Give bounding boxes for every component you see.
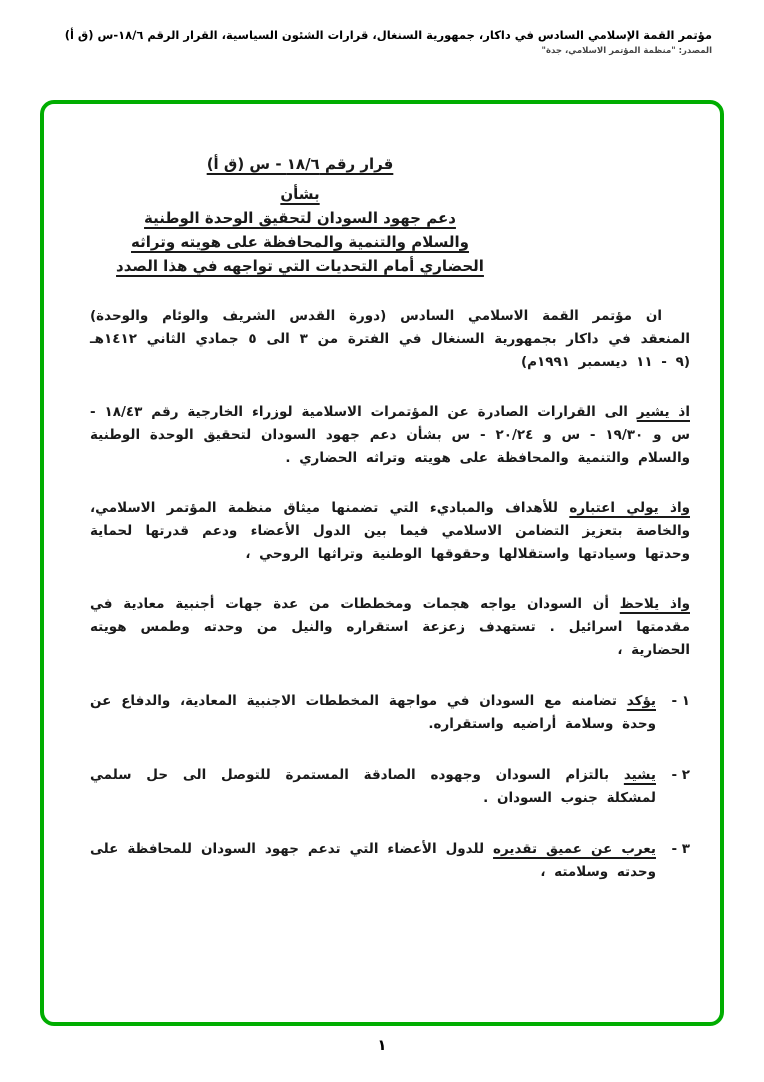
resolution-title-line: والسلام والتنمية والمحافظة على هويته وتراثه [131, 233, 469, 251]
item-number: ٢ - [671, 767, 690, 783]
operative-items-list [90, 690, 690, 884]
resolution-title-line: الحضاري أمام التحديات التي تواجهه في هذا الصدد [116, 257, 484, 275]
operative-item: ١ - يؤكد تضامنه مع السودان في مواجهة المخططات الاجنبية المعادية، والدفاع عن وحدة وسلامة أراضيه واستقراره. [90, 690, 690, 736]
header-citation-line: مؤتمر القمة الإسلامي السادس في داكار، جمهورية السنغال، قرارات الشئون السياسية، القرار الرقم ١٨/٦-س (ق أ) [64, 28, 712, 42]
preamble-paragraph: واذ يولي اعتباره للأهداف والمباديء التي تضمنها ميثاق منظمة المؤتمر الاسلامي، والخاصة بتعزيز التضامن الاسلامي فيما بين الدول الأعضاء ودعم قدرتها لحماية وحدتها وسيادتها واستقلالها وحقوقها الوطنية وتراثها الروحي ، [90, 500, 690, 562]
operative-item: ٢ - يشيد بالتزام السودان وجهوده الصادقة المستمرة للتوصل الى حل سلمي لمشكلة جنوب السودان . [90, 764, 690, 810]
preamble-paragraph: ان مؤتمر القمة الاسلامي السادس (دورة القدس الشريف والوئام والوحدة) المنعقد في داكار بجمهورية السنغال في الفترة من ٣ الى ٥ جمادي الثاني ١٤١٢هـ (٩ - ١١ ديسمبر ١٩٩١م) [90, 308, 690, 370]
item-number: ٣ - [671, 841, 690, 857]
resolution-document [90, 152, 690, 884]
resolution-title-line: دعم جهود السودان لتحقيق الوحدة الوطنية [144, 209, 456, 227]
operative-item: ٣ - يعرب عن عميق تقديره للدول الأعضاء التي تدعم جهود السودان للمحافظة على وحدته وسلامته ، [90, 838, 690, 884]
preamble-paragraph: واذ يلاحظ أن السودان يواجه هجمات ومخططات من عدة جهات أجنبية معادية في مقدمتها اسرائيل . تستهدف زعزعة استقراره والنيل من وحدته وطمس هويته الحضارية ، [90, 596, 690, 658]
document-source-header [52, 28, 712, 56]
resolution-title-line: بشأن [280, 185, 320, 203]
page-number: ١ [377, 1036, 387, 1054]
header-source-line: المصدر: "منظمة المؤتمر الاسلامي، جدة" [541, 46, 712, 56]
item-number: ١ - [671, 693, 690, 709]
preamble-paragraph: اذ يشير الى القرارات الصادرة عن المؤتمرات الاسلامية لوزراء الخارجية رقم ١٨/٤٣ - س و ١٩/٣٠ - س و ٢٠/٢٤ - س بشأن دعم جهود السودان لتحقيق الوحدة الوطنية والسلام والتنمية والمحافظة على هويته وتراثه الحضاري . [90, 404, 690, 466]
resolution-number-line: قرار رقم ١٨/٦ - س (ق أ) [206, 155, 394, 173]
resolution-title-block [100, 152, 500, 278]
